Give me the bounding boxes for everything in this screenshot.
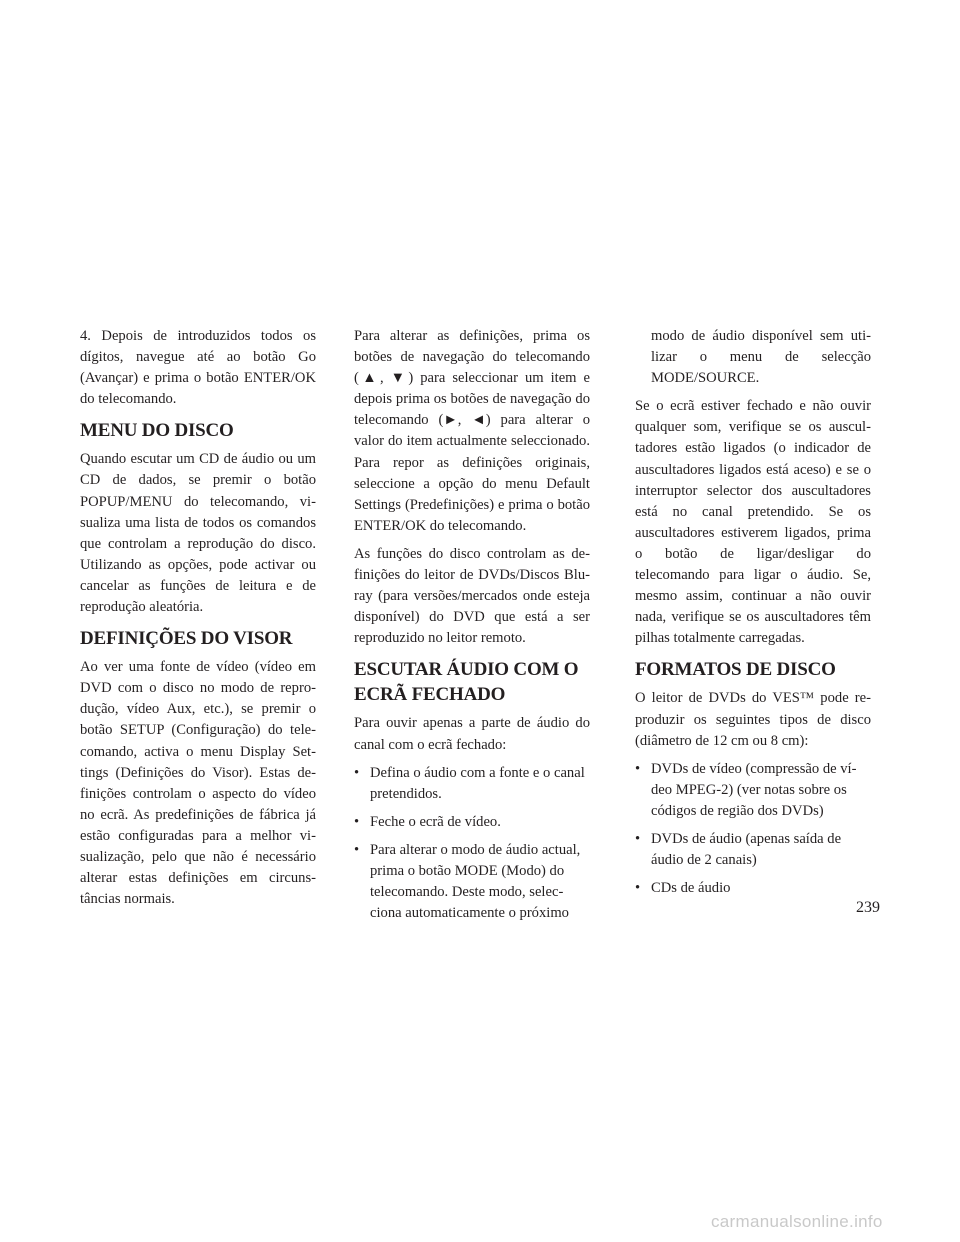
paragraph-menu-do-disco: Quando escutar um CD de áudio ou um CD de dados, se premir o botão POPUP/MENU do telecomando, visualiza uma lista de todos os comandos que controlam a reprodução do disco. Utilizando as opções, pode activar ou cancelar as funções de leitura e de reprodução aleatória.: [80, 451, 316, 616]
column-left: [80, 326, 316, 917]
paragraph-definicoes-do-visor: Ao ver uma fonte de vídeo (vídeo em DVD com o disco no modo de reprodução, vídeo Aux, etc.), se premir o botão SETUP (Configuração) do telecomando, activa o menu Display Settings (Definições do Visor). Estas definições controlam o aspecto do vídeo no ecrã. As predefinições de fábrica já estão configuradas para a melhor visualização, pelo que não é necessário alterar estas definições em circunstâncias normais.: [80, 659, 316, 908]
column-right: [635, 326, 871, 906]
bullet-list-disc-formats: [635, 759, 871, 900]
heading-menu-do-disco: MENU DO DISCO: [80, 420, 234, 442]
list-item: • Defina o áudio com a fonte e o canal pretendidos.: [354, 763, 590, 805]
list-item: • DVDs de vídeo (compressão de vídeo MPEG-2) (ver notas sobre os códigos de região dos DVDs): [635, 759, 871, 822]
list-item: • Feche o ecrã de vídeo.: [354, 812, 590, 833]
paragraph-leitor-dvds: O leitor de DVDs do VES™ pode reproduzir os seguintes tipos de disco (diâmetro de 12 cm ou 8 cm):: [635, 690, 871, 749]
paragraph-ecra-fechado-som: Se o ecrã estiver fechado e não ouvir qualquer som, verifique se os auscultadores estão ligados (o indicador de auscultadores ligados está aceso) e se o interruptor selector dos auscultadores está no canal pretendido. Se os auscultadores estiverem ligados, prima o botão de ligar/desligar do telecomando para ligar o áudio. Se, mesmo assim, continuar a não ouvir nada, verifique se os auscultadores têm pilhas totalmente carregadas.: [635, 398, 871, 647]
column-middle: [354, 326, 590, 931]
heading-formatos-de-disco: FORMATOS DE DISCO: [635, 659, 836, 681]
paragraph-step-4: 4. Depois de introduzidos todos os dígitos, navegue até ao botão Go (Avançar) e prima o botão ENTER/OK do telecomando.: [80, 328, 316, 408]
list-item: • DVDs de áudio (apenas saída de áudio de 2 canais): [635, 829, 871, 871]
paragraph-alterar-definicoes: Para alterar as definições, prima os botões de navegação do telecomando (▲, ▼) para seleccionar um item e depois prima os botões de navegação do telecomando (►, ◄) para alterar o valor do item actualmente seleccionado. Para repor as definições originais, seleccione a opção do menu Default Settings (Predefinições) e prima o botão ENTER/OK do telecomando.: [354, 328, 590, 534]
list-item: • Para alterar o modo de áudio actual, prima o botão MODE (Modo) do telecomando. Deste modo, selecciona automaticamente o próximo: [354, 840, 590, 924]
heading-definicoes-do-visor: DEFINIÇÕES DO VISOR: [80, 628, 293, 650]
paragraph-ouvir-audio: Para ouvir apenas a parte de áudio do canal com o ecrã fechado:: [354, 715, 590, 753]
paragraph-funcoes-disco: As funções do disco controlam as definições do leitor de DVDs/Discos Blu-ray (para versões/mercados onde esteja disponível) do DVD que está a ser reproduzido no leitor remoto.: [354, 545, 590, 647]
watermark: carmanualsonline.info: [711, 1212, 883, 1231]
heading-escutar-audio: ESCUTAR ÁUDIO COM O ECRÃ FECHADO: [354, 659, 579, 706]
bullet-continuation: modo de áudio disponível sem utilizar o menu de selecção MODE/SOURCE.: [651, 328, 871, 387]
bullet-list-audio-steps: [354, 763, 590, 925]
page-number: 239: [856, 899, 880, 916]
list-item: • CDs de áudio: [635, 878, 871, 899]
